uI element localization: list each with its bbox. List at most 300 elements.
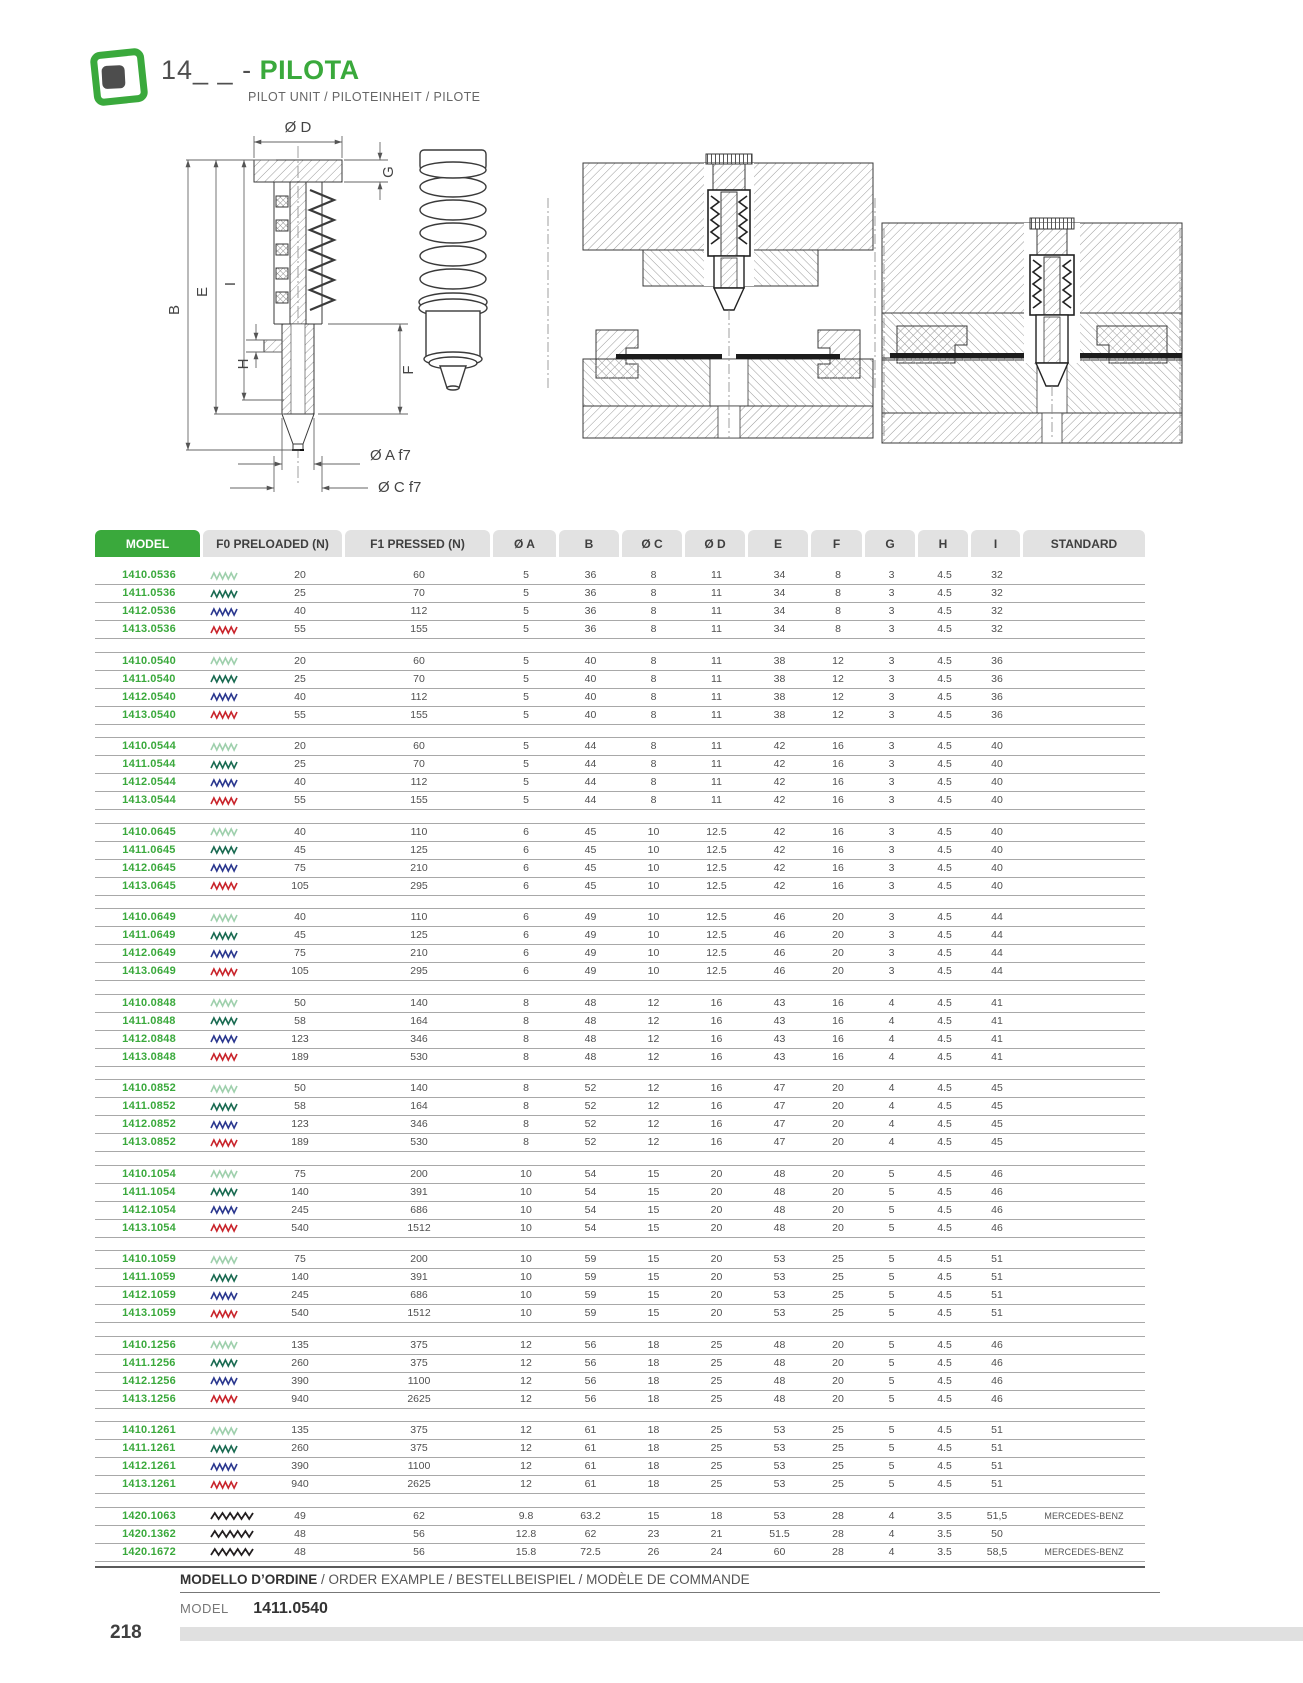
model-number: 1410.0645 [122, 825, 176, 838]
value-cell: 155 [410, 708, 428, 721]
value-cell: 60 [413, 569, 425, 582]
value-cell: 56 [584, 1392, 597, 1405]
model-number: 1420.1362 [122, 1527, 176, 1540]
value-cell: 11 [711, 654, 722, 667]
value-cell: 5 [888, 1424, 895, 1437]
value-cell: 40 [294, 776, 306, 789]
value-cell: 9.8 [518, 1509, 534, 1522]
value-cell: 16 [710, 1032, 723, 1045]
value-cell: 54 [584, 1221, 597, 1234]
value-cell: 5 [523, 569, 529, 582]
value-cell: 48 [773, 1203, 786, 1216]
value-cell: 40 [294, 605, 306, 618]
value-cell: 8 [650, 569, 657, 582]
value-cell: 16 [832, 843, 844, 856]
value-cell: 20 [710, 1167, 723, 1180]
value-cell: 8 [523, 996, 529, 1009]
spring-zigzag-icon [209, 1223, 239, 1233]
value-cell: 8 [650, 587, 657, 600]
model-number: 1410.0852 [122, 1082, 176, 1094]
value-cell: 11 [711, 708, 722, 721]
value-cell: 4 [888, 1136, 895, 1149]
table-row [95, 1031, 1145, 1049]
value-cell: 48 [773, 1338, 786, 1351]
spring-zigzag-icon [209, 1084, 239, 1094]
table-row [95, 963, 1145, 981]
value-cell: 1100 [407, 1460, 431, 1473]
value-cell: 3 [888, 708, 895, 721]
value-cell: 155 [410, 794, 428, 807]
value-cell: 45 [991, 1100, 1003, 1113]
value-cell: 42 [773, 758, 786, 771]
model-number: 1412.0540 [122, 690, 176, 703]
value-cell: 5 [888, 1289, 895, 1302]
table-row [95, 1508, 1145, 1526]
table-row [95, 1116, 1145, 1134]
value-cell: 53 [773, 1478, 786, 1491]
value-cell: 45 [584, 861, 597, 874]
value-cell: 940 [291, 1478, 309, 1491]
value-cell: 375 [410, 1356, 428, 1369]
value-cell: 4.5 [937, 776, 952, 789]
value-cell: 10 [520, 1307, 532, 1320]
spring-zigzag-icon [209, 949, 239, 959]
value-cell: 12 [520, 1374, 532, 1387]
value-cell: 25 [710, 1392, 723, 1405]
value-cell: 5 [523, 690, 529, 703]
value-cell: 189 [291, 1136, 309, 1149]
value-cell: 2625 [407, 1392, 431, 1405]
value-cell: 4.5 [937, 690, 952, 703]
value-cell: 4 [888, 1050, 895, 1063]
value-cell: 140 [410, 1082, 428, 1095]
order-example-heading [180, 1572, 750, 1587]
value-cell: 60 [413, 654, 425, 667]
dim-label-f: F [400, 365, 417, 375]
value-cell: 11 [711, 740, 722, 753]
value-cell: 46 [991, 1392, 1003, 1405]
value-cell: 20 [832, 1185, 844, 1198]
spring-icon [203, 1223, 255, 1233]
spring-zigzag-icon [209, 1462, 239, 1472]
value-cell: 3 [888, 623, 895, 636]
value-cell: 50 [294, 1082, 306, 1095]
table-row [95, 1251, 1145, 1269]
value-cell: 46 [773, 929, 786, 942]
value-cell: 135 [291, 1338, 309, 1351]
value-cell: 36 [991, 690, 1003, 703]
value-cell: 51,5 [986, 1509, 1008, 1522]
value-cell: 3 [888, 929, 895, 942]
value-cell: 15 [647, 1289, 660, 1302]
spring-zigzag-icon [209, 863, 239, 873]
value-cell: 200 [410, 1167, 428, 1180]
spring-zigzag-icon [209, 845, 239, 855]
value-cell: 61 [584, 1442, 597, 1455]
spring-icon [203, 710, 255, 720]
value-cell: 20 [832, 1338, 844, 1351]
value-cell: 15 [647, 1271, 660, 1284]
value-cell: 3 [888, 587, 895, 600]
value-cell: 20 [710, 1271, 723, 1284]
value-cell: 41 [991, 1050, 1003, 1063]
spring-icon [203, 967, 255, 977]
value-cell: 210 [410, 861, 428, 874]
table-row [95, 1544, 1145, 1562]
value-cell: 10 [647, 965, 660, 978]
value-cell: 375 [410, 1424, 428, 1437]
group-spacer [95, 1409, 1145, 1423]
value-cell: 46 [991, 1167, 1003, 1180]
value-cell: 25 [710, 1338, 723, 1351]
value-cell: 12 [832, 708, 844, 721]
table-row [95, 1013, 1145, 1031]
value-cell: 4.5 [937, 1253, 952, 1266]
value-cell: 112 [410, 776, 428, 789]
spring-icon [203, 760, 255, 770]
value-cell: 20 [832, 911, 844, 924]
value-cell: 12.8 [515, 1527, 537, 1540]
value-cell: 25 [832, 1307, 844, 1320]
table-row [95, 1422, 1145, 1440]
spring-icon [203, 1376, 255, 1386]
table-bottom-rule [95, 1562, 1145, 1568]
value-cell: 5 [888, 1338, 895, 1351]
order-example-rule [180, 1592, 1160, 1593]
table-row [95, 1049, 1145, 1067]
value-cell: 164 [410, 1014, 428, 1027]
value-cell: 46 [991, 1221, 1003, 1234]
value-cell: 5 [888, 1271, 895, 1284]
model-number: 1411.0649 [122, 929, 176, 941]
model-number: 1413.1054 [122, 1221, 176, 1234]
value-cell: 12 [520, 1424, 532, 1437]
value-cell: 25 [832, 1289, 844, 1302]
isometric-drawing [393, 142, 513, 394]
value-cell: 20 [710, 1253, 723, 1266]
value-cell: 11 [711, 605, 722, 618]
value-cell: 44 [584, 794, 597, 807]
value-cell: 32 [991, 587, 1003, 600]
spring-icon [203, 1444, 255, 1454]
value-cell: 25 [294, 758, 306, 771]
value-cell: 5 [888, 1442, 895, 1455]
value-cell: 8 [650, 776, 657, 789]
value-cell: 36 [991, 708, 1003, 721]
value-cell: 8 [650, 708, 657, 721]
value-cell: 34 [773, 587, 786, 600]
value-cell: 6 [523, 929, 529, 942]
value-cell: 34 [773, 569, 786, 582]
value-cell: 10 [647, 861, 660, 874]
value-cell: 3 [888, 776, 895, 789]
model-number: 1411.0536 [122, 587, 176, 599]
table-row [95, 1355, 1145, 1373]
value-cell: 4.5 [937, 1442, 952, 1455]
value-cell: 12.5 [706, 825, 727, 838]
value-cell: 20 [832, 1118, 844, 1131]
value-cell: 10 [520, 1167, 532, 1180]
value-cell: 12 [647, 1136, 660, 1149]
spring-icon [203, 1205, 255, 1215]
spring-zigzag-icon [209, 967, 239, 977]
spring-zigzag-icon [209, 1205, 239, 1215]
value-cell: 10 [647, 929, 660, 942]
value-cell: 1512 [407, 1307, 431, 1320]
model-number: 1413.0544 [122, 794, 176, 806]
value-cell: 4.5 [937, 1136, 952, 1149]
order-example-rest: / ORDER EXAMPLE / BESTELLBEISPIEL / MODÈLE DE COMMANDE [317, 1572, 750, 1587]
value-cell: 3 [888, 605, 895, 618]
table-row [95, 738, 1145, 756]
value-cell: 20 [832, 1221, 844, 1234]
value-cell: 3.5 [937, 1545, 952, 1558]
value-cell: 12 [520, 1442, 532, 1455]
spring-zigzag-icon [209, 1291, 239, 1301]
value-cell: 135 [291, 1424, 309, 1437]
value-cell: 25 [710, 1478, 723, 1491]
table-row [95, 756, 1145, 774]
value-cell: 25 [710, 1442, 723, 1455]
value-cell: 5 [888, 1307, 895, 1320]
value-cell: 10 [520, 1271, 532, 1284]
value-cell: 375 [410, 1338, 428, 1351]
value-cell: 4.5 [937, 1338, 952, 1351]
value-cell: 47 [773, 1118, 786, 1131]
value-cell: 4.5 [937, 623, 952, 636]
value-cell: 3 [888, 965, 895, 978]
value-cell: 70 [413, 758, 425, 771]
value-cell: 45 [584, 879, 597, 892]
value-cell: 3 [888, 794, 895, 807]
value-cell: 25 [832, 1424, 844, 1437]
value-cell: 4.5 [937, 672, 952, 685]
value-cell: 45 [294, 843, 306, 856]
value-cell: 46 [991, 1203, 1003, 1216]
value-cell: 12 [647, 1050, 660, 1063]
value-cell: 56 [413, 1545, 425, 1558]
value-cell: 8 [835, 587, 841, 600]
value-cell: 18 [647, 1478, 660, 1491]
value-cell: 8 [650, 623, 657, 636]
value-cell: 59 [584, 1271, 597, 1284]
value-cell: 18 [647, 1442, 660, 1455]
value-cell: 40 [294, 690, 306, 703]
spring-icon [203, 1052, 255, 1062]
spring-icon [203, 827, 255, 837]
value-cell: 25 [832, 1253, 844, 1266]
value-cell: 12.5 [706, 929, 727, 942]
value-cell: 4 [888, 1014, 895, 1027]
value-cell: 42 [773, 861, 786, 874]
value-cell: 15 [647, 1509, 660, 1522]
spring-icon [203, 1034, 255, 1044]
value-cell: 8 [523, 1100, 529, 1113]
value-cell: 42 [773, 794, 786, 807]
value-cell: 12 [832, 654, 844, 667]
value-cell: 16 [710, 1100, 723, 1113]
value-cell: 4 [888, 996, 895, 1009]
dim-label-g: G [380, 166, 397, 178]
value-cell: 44 [584, 758, 597, 771]
value-cell: 40 [991, 740, 1003, 753]
value-cell: 56 [584, 1356, 597, 1369]
value-cell: 12 [647, 1032, 660, 1045]
value-cell: 4.5 [937, 1392, 952, 1405]
value-cell: 12.5 [706, 965, 727, 978]
value-cell: 12 [647, 996, 660, 1009]
spring-zigzag-icon [209, 1273, 239, 1283]
value-cell: 3 [888, 690, 895, 703]
value-cell: 40 [991, 758, 1003, 771]
model-number: 1410.0544 [122, 740, 176, 752]
model-number: 1411.0544 [122, 758, 176, 770]
value-cell: 72.5 [580, 1545, 601, 1558]
value-cell: 58,5 [986, 1545, 1008, 1558]
value-cell: 5 [888, 1478, 895, 1491]
value-cell: 295 [410, 965, 428, 978]
value-cell: 20 [832, 1374, 844, 1387]
value-cell: 4.5 [937, 879, 952, 892]
spring-icon [203, 742, 255, 752]
product-name: PILOTA [259, 55, 360, 85]
spring-zigzag-icon [209, 931, 239, 941]
spring-icon [203, 1255, 255, 1265]
value-cell: 5 [888, 1374, 895, 1387]
value-cell: 32 [991, 623, 1003, 636]
spring-icon [203, 1426, 255, 1436]
spring-icon [203, 1340, 255, 1350]
value-cell: 10 [520, 1221, 532, 1234]
value-cell: 3.5 [937, 1527, 952, 1540]
spring-icon [203, 1169, 255, 1179]
value-cell: 46 [991, 1356, 1003, 1369]
value-cell: 44 [991, 929, 1003, 942]
spring-icon [203, 625, 255, 635]
value-cell: 3 [888, 947, 895, 960]
value-cell: 686 [410, 1203, 428, 1216]
value-cell: 56 [584, 1338, 597, 1351]
value-cell: 20 [832, 1167, 844, 1180]
value-cell: 38 [773, 672, 786, 685]
value-cell: 51 [991, 1424, 1003, 1437]
value-cell: 540 [291, 1221, 309, 1234]
spring-icon [203, 1120, 255, 1130]
value-cell: 46 [991, 1185, 1003, 1198]
group-spacer [95, 1494, 1145, 1508]
value-cell: 45 [991, 1118, 1003, 1131]
value-cell: 4.5 [937, 1050, 952, 1063]
value-cell: 55 [294, 708, 306, 721]
value-cell: 3 [888, 740, 895, 753]
value-cell: 10 [520, 1185, 532, 1198]
column-header-g: G [865, 530, 915, 557]
model-number: 1413.0540 [122, 708, 176, 721]
spring-zigzag-icon [209, 1529, 255, 1539]
table-row [95, 1391, 1145, 1409]
value-cell: 10 [647, 947, 660, 960]
page-title [161, 55, 360, 86]
table-row [95, 1476, 1145, 1494]
value-cell: 4 [888, 1545, 895, 1558]
value-cell: 12.5 [706, 947, 727, 960]
value-cell: 5 [888, 1203, 895, 1216]
value-cell: 25 [294, 587, 306, 600]
value-cell: 16 [710, 1118, 723, 1131]
value-cell: 4.5 [937, 996, 952, 1009]
value-cell: 3 [888, 758, 895, 771]
value-cell: 4.5 [937, 1424, 952, 1437]
value-cell: 8 [523, 1032, 529, 1045]
value-cell: 20 [832, 1203, 844, 1216]
model-number: 1412.1261 [122, 1460, 176, 1472]
value-cell: 4 [888, 1082, 895, 1095]
spring-icon [203, 998, 255, 1008]
model-number: 1411.0645 [122, 843, 176, 856]
value-cell: 45 [584, 843, 597, 856]
value-cell: 5 [888, 1221, 895, 1234]
value-cell: 49 [584, 911, 597, 924]
value-cell: 4.5 [937, 1203, 952, 1216]
table-row [95, 1373, 1145, 1391]
value-cell: 54 [584, 1167, 597, 1180]
table-row [95, 707, 1145, 725]
value-cell: 8 [835, 569, 841, 582]
model-number: 1412.0536 [122, 605, 176, 617]
model-number: 1413.0649 [122, 965, 176, 977]
value-cell: 16 [832, 1014, 844, 1027]
value-cell: 686 [410, 1289, 428, 1302]
value-cell: 25 [294, 672, 306, 685]
value-cell: 8 [523, 1118, 529, 1131]
value-cell: 4.5 [937, 1356, 952, 1369]
value-cell: 45 [991, 1136, 1003, 1149]
value-cell: 140 [291, 1185, 309, 1198]
spring-icon [203, 571, 255, 581]
value-cell: 6 [523, 861, 529, 874]
value-cell: 5 [888, 1185, 895, 1198]
value-cell: 48 [773, 1356, 786, 1369]
value-cell: 25 [832, 1442, 844, 1455]
value-cell: 4.5 [937, 929, 952, 942]
spring-zigzag-icon [209, 571, 239, 581]
table-row [95, 1458, 1145, 1476]
value-cell: 530 [410, 1136, 428, 1149]
value-cell: 12 [520, 1460, 532, 1473]
value-cell: 390 [291, 1460, 309, 1473]
table-row [95, 1080, 1145, 1098]
value-cell: 4.5 [937, 1082, 952, 1095]
value-cell: 59 [584, 1253, 597, 1266]
value-cell: 1100 [407, 1374, 431, 1387]
value-cell: 1512 [407, 1221, 431, 1234]
value-cell: 25 [710, 1374, 723, 1387]
value-cell: 48 [584, 996, 597, 1009]
value-cell: 61 [584, 1478, 597, 1491]
value-cell: 43 [773, 996, 786, 1009]
table-row [95, 1134, 1145, 1152]
value-cell: 26 [647, 1545, 660, 1558]
column-header-dia-a: Ø A [493, 530, 556, 557]
value-cell: 48 [584, 1014, 597, 1027]
value-cell: 20 [294, 654, 306, 667]
value-cell: 16 [832, 996, 844, 1009]
value-cell: 40 [991, 794, 1003, 807]
value-cell: 20 [832, 1392, 844, 1405]
spring-zigzag-icon [209, 1426, 239, 1436]
value-cell: 155 [410, 623, 428, 636]
value-cell: 3 [888, 654, 895, 667]
